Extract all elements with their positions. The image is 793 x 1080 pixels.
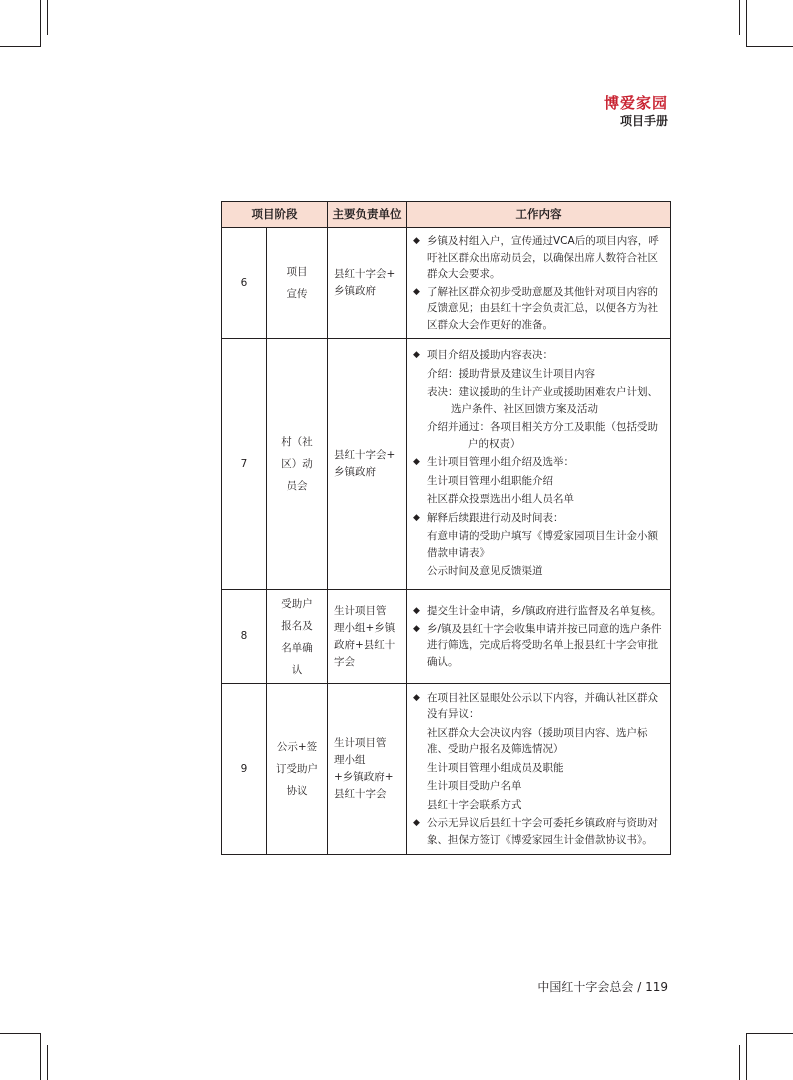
stage-name-line: 公示+签 — [276, 741, 318, 753]
stage-number: 6 — [222, 228, 267, 339]
bullet-text: 解释后续跟进行动及时间表： — [427, 511, 564, 524]
stage-name-line: 报名及 — [281, 619, 313, 632]
stage-name-line: 项目 — [286, 266, 308, 278]
bullet-text: 乡/镇及县红十字会收集申请并按已同意的选户条件进行筛选，完成后将受助名单上报县红十字会审批确认。 — [427, 622, 662, 668]
bullet-text: 项目介绍及援助内容表决： — [427, 349, 553, 362]
diamond-bullet-icon: ◆ — [413, 350, 420, 361]
crop-mark — [746, 46, 793, 47]
stage-name-line: 名单确 — [281, 641, 313, 654]
stage-name — [267, 590, 328, 684]
bullet-text: 在项目社区显眼处公示以下内容，并确认社区群众没有异议： — [427, 691, 658, 721]
header-subtitle: 项目手册 — [619, 114, 668, 128]
responsible-unit-line: 政府+县红十 — [334, 638, 396, 651]
crop-mark — [746, 1033, 793, 1034]
responsible-unit-line: 生计项目管 — [334, 737, 387, 749]
responsible-unit-line: 乡镇政府 — [334, 285, 376, 297]
stage-name-line: 村（社 — [281, 436, 313, 448]
bullet-text: 乡镇及村组入户，宣传通过VCA后的项目内容，呼吁社区群众出席动员会，以确保出席人数符合社区群众大会要求。 — [427, 235, 659, 280]
crop-mark — [739, 0, 740, 35]
stage-number: 7 — [222, 339, 267, 590]
crop-mark — [739, 1045, 740, 1080]
bullet-item — [413, 815, 665, 848]
responsible-unit — [328, 590, 407, 684]
crop-mark — [0, 1033, 40, 1034]
bullet-text: 生计项目管理小组介绍及选举： — [427, 456, 574, 469]
diamond-bullet-icon: ◆ — [413, 457, 420, 468]
responsible-unit — [328, 228, 407, 339]
sub-item: 社区群众投票选出小组人员名单 — [427, 493, 574, 506]
table-header-row — [222, 202, 671, 228]
header-content: 工作内容 — [407, 202, 671, 228]
sub-item: 社区群众大会决议内容（援助项目内容、选户标准、受助户报名及筛选情况） — [427, 726, 648, 756]
bullet-item — [413, 233, 665, 283]
responsible-unit-line: 理小组 — [334, 754, 366, 766]
bullet-text: 了解社区群众初步受助意愿及其他针对项目内容的反馈意见；由县红十字会负责汇总，以便各方为社区群众大会作更好的准备。 — [427, 285, 658, 331]
stage-number: 8 — [222, 590, 267, 684]
responsible-unit — [328, 684, 407, 855]
diamond-bullet-icon: ◆ — [413, 286, 420, 297]
responsible-unit-line: +乡镇政府+ — [334, 771, 394, 783]
table-row — [222, 339, 671, 590]
responsible-unit-line: 县红十字会+ — [334, 449, 396, 461]
sub-item: 生计项目受助户名单 — [427, 780, 522, 793]
sub-item: 生计项目管理小组职能介绍 — [427, 474, 553, 487]
crop-mark — [47, 0, 48, 35]
stage-name-line: 认 — [291, 663, 303, 676]
diamond-bullet-icon: ◆ — [413, 818, 420, 829]
stage-name-line: 协议 — [286, 785, 308, 797]
diamond-bullet-icon: ◆ — [413, 236, 420, 246]
stage-name — [267, 684, 328, 855]
responsible-unit-line: 县红十字会 — [334, 788, 387, 800]
sub-item: 表决：建议援助的生计产业或援助困难农户计划、选户条件、社区回馈方案及活动 — [427, 386, 658, 415]
responsible-unit-line: 理小组+乡镇 — [334, 621, 396, 634]
bullet-item — [413, 690, 665, 723]
diamond-bullet-icon: ◆ — [413, 512, 420, 523]
stage-name-line: 区）动 — [281, 458, 313, 470]
responsible-unit-line: 乡镇政府 — [334, 466, 376, 478]
stage-name-line: 宣传 — [286, 288, 308, 300]
table-row — [222, 590, 671, 684]
bullet-item — [413, 603, 665, 620]
work-content — [407, 684, 671, 855]
sub-item: 介绍：援助背景及建议生计项目内容 — [427, 367, 595, 380]
stage-name — [267, 228, 328, 339]
crop-mark — [40, 0, 41, 47]
crop-mark — [0, 46, 40, 47]
work-content — [407, 339, 671, 590]
bullet-item — [413, 621, 665, 671]
header-unit: 主要负责单位 — [328, 202, 407, 228]
crop-mark — [746, 1033, 747, 1080]
responsible-unit-line: 字会 — [334, 655, 355, 668]
sub-item: 介绍并通过：各项目相关方分工及职能（包括受助户的权责） — [427, 421, 658, 450]
crop-mark — [47, 1045, 48, 1080]
diamond-bullet-icon: ◆ — [413, 692, 420, 703]
table-row — [222, 228, 671, 339]
header-stage: 项目阶段 — [222, 202, 328, 228]
stage-name-line: 受助户 — [281, 597, 313, 610]
bullet-item — [413, 510, 665, 527]
responsible-unit-line: 县红十字会+ — [334, 268, 396, 280]
bullet-item — [413, 284, 665, 334]
crop-mark — [746, 0, 747, 47]
bullet-text: 公示无异议后县红十字会可委托乡镇政府与资助对象、担保方签订《博爱家园生计金借款协议书》。 — [427, 817, 658, 846]
stage-name — [267, 339, 328, 590]
stage-name-line: 员会 — [286, 480, 308, 492]
work-content — [407, 228, 671, 339]
sub-item: 生计项目管理小组成员及职能 — [427, 761, 564, 774]
table-row — [222, 684, 671, 855]
page-footer: 中国红十字会总会 / 119 — [537, 980, 668, 994]
responsible-unit — [328, 339, 407, 590]
sub-item: 公示时间及意见反馈渠道 — [427, 565, 543, 578]
bullet-item — [413, 454, 665, 471]
project-stage-table — [221, 201, 671, 855]
header-brand: 博爱家园 — [603, 94, 668, 112]
running-header — [604, 94, 668, 130]
diamond-bullet-icon: ◆ — [413, 623, 420, 634]
sub-item: 县红十字会联系方式 — [427, 798, 522, 811]
stage-name-line: 订受助户 — [276, 763, 318, 775]
bullet-text: 提交生计金申请，乡/镇政府进行监督及名单复核。 — [427, 605, 662, 617]
sub-item: 有意申请的受助户填写《博爱家园项目生计金小额借款申请表》 — [427, 530, 658, 559]
work-content — [407, 590, 671, 684]
stage-number: 9 — [222, 684, 267, 855]
responsible-unit-line: 生计项目管 — [334, 604, 387, 617]
bullet-item — [413, 347, 665, 364]
diamond-bullet-icon: ◆ — [413, 606, 420, 616]
crop-mark — [40, 1033, 41, 1080]
